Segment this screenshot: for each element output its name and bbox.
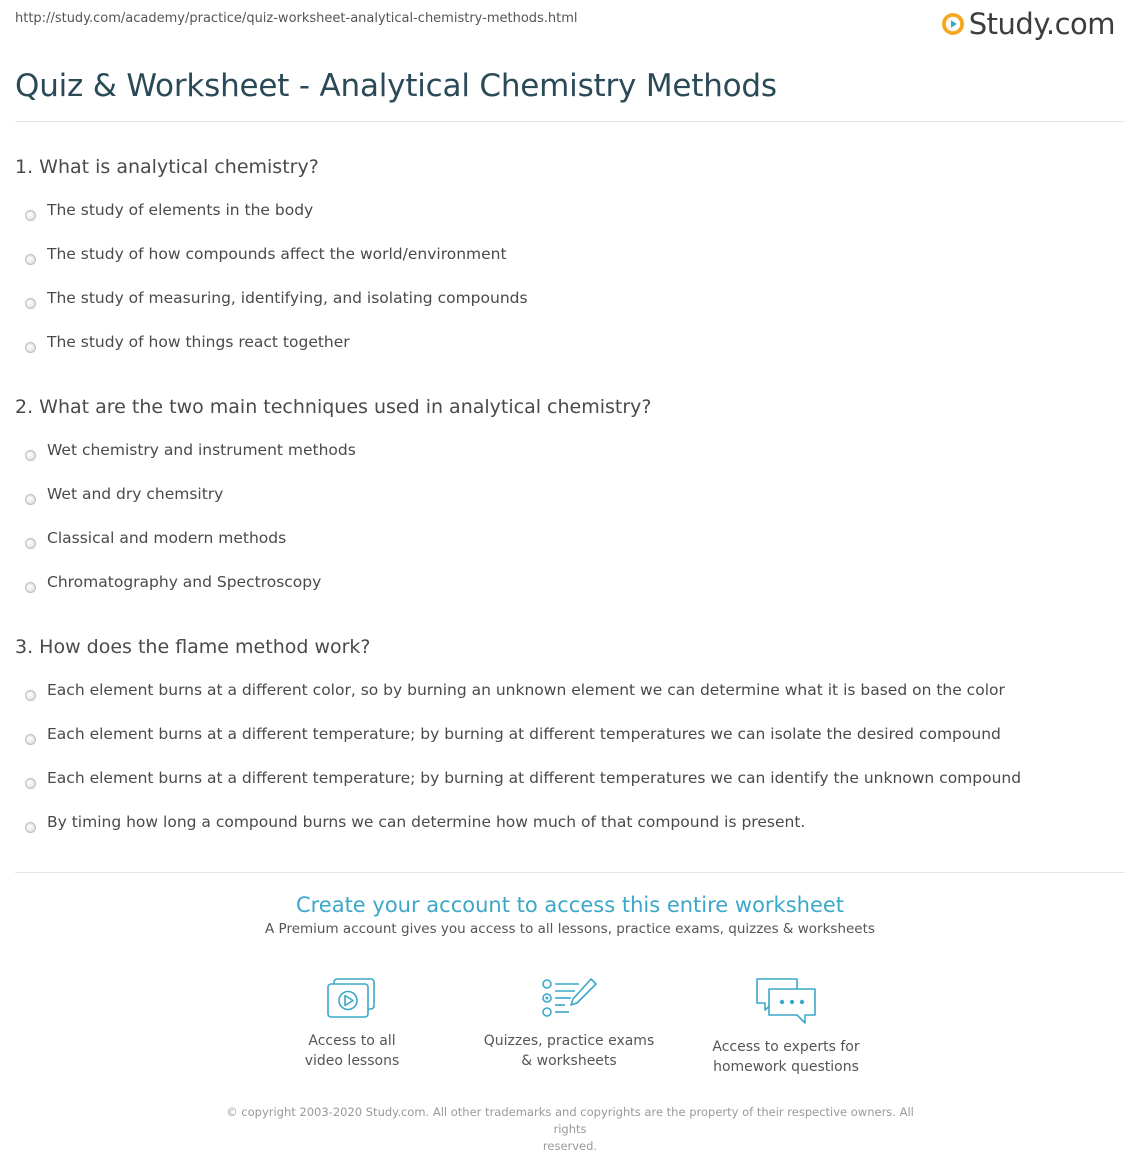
radio-button[interactable] [25,450,36,461]
answer-option[interactable] [15,568,1125,612]
copyright-line: © copyright 2003-2020 Study.com. All other trademarks and copyrights are the property of their respective owners. All rights [226,1105,914,1136]
answer-option[interactable] [15,764,1125,808]
top-bar [15,0,1125,50]
answer-option[interactable] [15,480,1125,524]
radio-button[interactable] [25,494,36,505]
question-1 [15,152,1125,372]
answer-label: Each element burns at a different temperature; by burning at different temperatures we can isolate the desired compound [47,725,1001,743]
cta-divider [15,872,1125,873]
answer-options [15,676,1125,852]
radio-button[interactable] [25,254,36,265]
answer-label: Wet chemistry and instrument methods [47,441,356,459]
answer-label: The study of how things react together [47,333,350,351]
radio-button[interactable] [25,778,36,789]
question-text: 2. What are the two main techniques used in analytical chemistry? [15,396,652,418]
logo-text: Study.com [968,7,1115,41]
answer-options [15,196,1125,372]
answer-label: By timing how long a compound burns we can determine how much of that compound is present. [47,813,806,831]
answer-label: Classical and modern methods [47,529,287,547]
answer-label: The study of elements in the body [47,201,314,219]
feature-label: Access to all video lessons [304,1033,400,1069]
answer-option[interactable] [15,808,1125,852]
study-logo[interactable] [941,7,1115,41]
question-text: 3. How does the flame method work? [15,636,371,658]
radio-button[interactable] [25,210,36,221]
radio-button[interactable] [25,822,36,833]
signup-cta [0,893,1140,937]
cta-link[interactable]: Create your account to access this entire worksheet [295,893,845,917]
answer-option[interactable] [15,328,1125,372]
answer-options [15,436,1125,612]
question-3 [15,632,1125,852]
feature-experts [686,975,886,1077]
feature-list [0,975,1140,1075]
question-2 [15,392,1125,612]
title-divider [15,121,1125,122]
answer-label: Chromatography and Spectroscopy [47,573,322,591]
quiz-checklist-icon [539,975,599,1021]
feature-video-lessons [252,975,452,1071]
answer-option[interactable] [15,720,1125,764]
answer-option[interactable] [15,436,1125,480]
page-url: http://study.com/academy/practice/quiz-worksheet-analytical-chemistry-methods.html [15,11,578,26]
radio-button[interactable] [25,690,36,701]
answer-label: The study of measuring, identifying, and isolating compounds [47,289,528,307]
feature-quizzes [469,975,669,1071]
radio-button[interactable] [25,582,36,593]
answer-option[interactable] [15,240,1125,284]
page-title: Quiz & Worksheet - Analytical Chemistry Methods [15,68,777,104]
answer-label: Each element burns at a different color, so by burning an unknown element we can determine what it is based on the color [47,681,1005,699]
feature-label: Quizzes, practice exams & worksheets [483,1033,655,1069]
cta-subtitle: A Premium account gives you access to all lessons, practice exams, quizzes & worksheets [265,921,875,937]
answer-option[interactable] [15,524,1125,568]
radio-button[interactable] [25,734,36,745]
answer-label: The study of how compounds affect the world/environment [47,245,507,263]
answer-label: Each element burns at a different temperature; by burning at different temperatures we can identify the unknown compound [47,769,1022,787]
copyright-footer [215,1104,925,1155]
answer-option[interactable] [15,196,1125,240]
radio-button[interactable] [25,342,36,353]
copyright-line: reserved. [542,1139,598,1153]
feature-label: Access to experts for homework questions [712,1039,860,1075]
answer-label: Wet and dry chemsitry [47,485,224,503]
answer-option[interactable] [15,284,1125,328]
answer-option[interactable] [15,676,1125,720]
radio-button[interactable] [25,538,36,549]
chat-bubbles-icon [753,975,819,1027]
video-lessons-icon [324,975,380,1021]
question-text: 1. What is analytical chemistry? [15,156,319,178]
radio-button[interactable] [25,298,36,309]
play-circle-icon [941,12,965,36]
